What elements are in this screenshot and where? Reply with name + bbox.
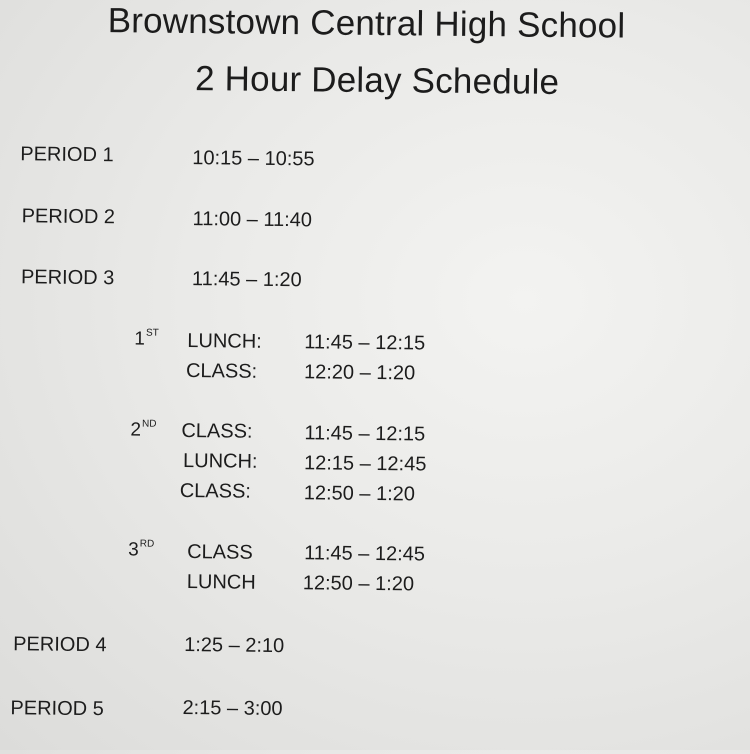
period-5-time: 2:15 – 3:00 (182, 697, 283, 721)
period-4-time: 1:25 – 2:10 (184, 634, 285, 658)
lunch-3-row-2-label: LUNCH (186, 571, 256, 594)
period-4-label: PERIOD 4 (13, 633, 107, 657)
lunch-3-ordinal: 3RD (128, 538, 155, 561)
lunch-2-row-2-label: LUNCH: (182, 449, 258, 473)
period-1-label: PERIOD 1 (20, 143, 114, 167)
lunch-3-row-1-label: CLASS (187, 541, 253, 564)
period-1-time: 10:15 – 10:55 (192, 147, 315, 171)
schedule-title: 2 Hour Delay Schedule (194, 59, 560, 102)
lunch-1-ordinal: 1ST (134, 327, 159, 350)
period-3-time: 11:45 – 1:20 (191, 268, 302, 292)
period-2-label: PERIOD 2 (21, 205, 116, 229)
lunch-1-row-1-time: 11:45 – 12:15 (304, 331, 426, 355)
lunch-2-row-1-time: 11:45 – 12:15 (304, 422, 426, 446)
lunch-1-row-1-label: LUNCH: (187, 330, 262, 353)
lunch-3-row-1-time: 11:45 – 12:45 (304, 542, 426, 566)
lunch-2-row-3-time: 12:50 – 1:20 (303, 482, 416, 506)
period-5-label: PERIOD 5 (10, 697, 104, 721)
lunch-2-row-3-label: CLASS: (179, 479, 252, 503)
lunch-3-row-2-time: 12:50 – 1:20 (302, 572, 415, 596)
lunch-1-row-2-label: CLASS: (185, 360, 258, 383)
school-name: Brownstown Central High School (107, 1, 626, 46)
lunch-1-row-2-time: 12:20 – 1:20 (303, 361, 416, 385)
lunch-2-ordinal: 2ND (130, 418, 157, 441)
period-3-label: PERIOD 3 (20, 266, 115, 290)
lunch-2-row-2-time: 12:15 – 12:45 (303, 452, 427, 476)
period-2-time: 11:00 – 11:40 (192, 208, 313, 232)
lunch-2-row-1-label: CLASS: (181, 419, 253, 443)
